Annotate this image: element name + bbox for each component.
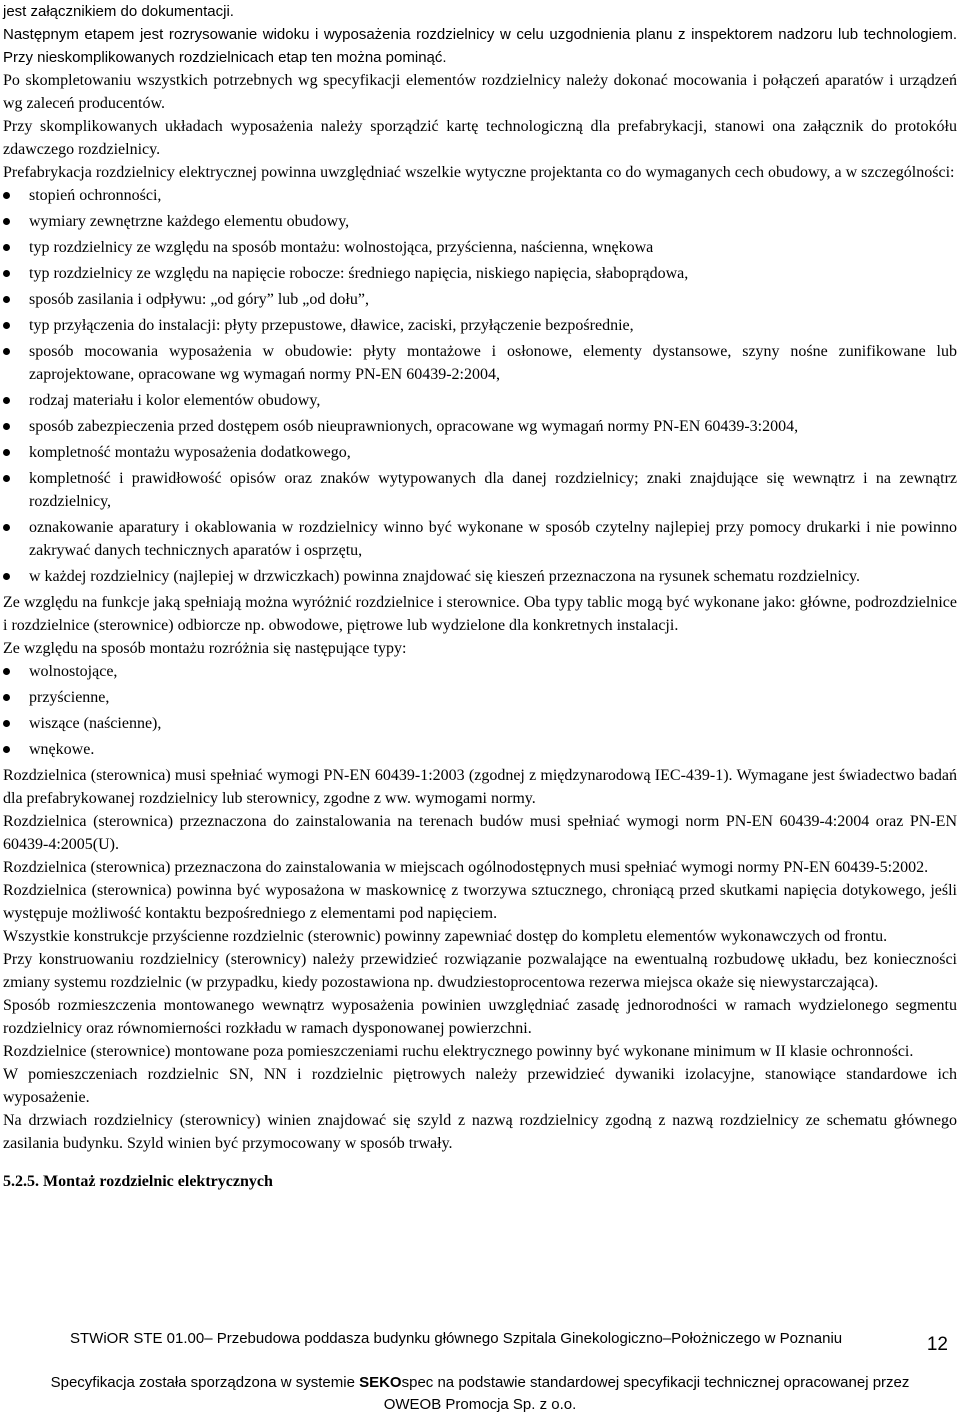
footer-note-company: OWEOB Promocja Sp. z o.o. [383, 1396, 577, 1413]
list-item: rodzaj materiału i kolor elementów obudowy, [3, 389, 957, 412]
paragraph-front-access: Wszystkie konstrukcje przyścienne rozdzielnic (sterownic) powinny zapewniać dostęp do kompletu elementów wykonawczych od frontu. [3, 928, 888, 945]
list-item: sposób mocowania wyposażenia w obudowie: płyty montażowe i osłonowe, elementy dystansowe, szyny nośne zunifikowane lub zaprojektowane, opracowane wg wymagań normy PN-EN 60439-2:2004, [3, 340, 957, 386]
footer-note-text: Specyfikacja została sporządzona w systemie [50, 1374, 360, 1391]
paragraph-technology-card: Przy skomplikowanych układach wyposażenia należy sporządzić kartę technologiczną dla prefabrykacji, stanowi ona załącznik do protokółu zdawczego rozdzielnicy. [3, 118, 957, 158]
paragraph-insulating-mats: W pomieszczeniach rozdzielnic SN, NN i rozdzielnic piętrowych należy przewidzieć dywaniki izolacyjne, stanowiące standardowe ich wyposażenie. [3, 1066, 957, 1106]
list-item: sposób zasilania i odpływu: „od góry” lub „od dołu”, [3, 288, 957, 311]
footer-brand: SEKO [359, 1374, 402, 1391]
paragraph-expansion: Przy konstruowaniu rozdzielnicy (sterownicy) należy przewidzieć rozwiązanie pozwalające na ewentualną rozbudowę układu, bez konieczności zmiany systemu rozdzielnic (w przypadku, kiedy pozostawiona np. dwudziestoprocentowa rezerwa miejsca okaże się niewystarczająca). [3, 951, 957, 991]
paragraph-norm-60439-5: Rozdzielnica (sterownica) przeznaczona do zainstalowania w miejscach ogólnodostępnych musi spełniać wymogi normy PN-EN 60439-5:2002. [3, 859, 929, 876]
footer-note [0, 1372, 960, 1416]
list-item: typ przyłączenia do instalacji: płyty przepustowe, dławice, zaciski, przyłączenie bezpośrednie, [3, 314, 957, 337]
list-item: typ rozdzielnicy ze względu na napięcie robocze: średniego napięcia, niskiego napięcia, słaboprądowa, [3, 262, 957, 285]
paragraph-attachment: jest załącznikiem do dokumentacji. [3, 3, 234, 20]
footer-doc-reference: STWiOR STE 01.00– Przebudowa poddasza budynku głównego Szpitala Ginekologiczno–Położniczego w Poznaniu [70, 1330, 843, 1347]
paragraph-prefabrication: Prefabrykacja rozdzielnicy elektrycznej powinna uwzględniać wszelkie wytyczne projektanta co do wymaganych cech obudowy, a w szczególności: [3, 164, 955, 181]
list-item: wnękowe. [3, 738, 957, 761]
paragraph-protection-class: Rozdzielnice (sterownice) montowane poza pomieszczeniami ruchu elektrycznego powinny być wykonane minimum w II klasie ochronności. [3, 1043, 914, 1060]
list-item: sposób zabezpieczenia przed dostępem osób nieuprawnionych, opracowane wg wymagań normy PN-EN 60439-3:2004, [3, 415, 957, 438]
section-heading: 5.2.5. Montaż rozdzielnic elektrycznych [3, 1173, 273, 1190]
paragraph-norm-60439-1: Rozdzielnica (sterownica) musi spełniać wymogi PN-EN 60439-1:2003 (zgodnej z międzynarodową IEC-439-1). Wymagane jest świadectwo badań dla prefabrykowanej rozdzielnicy lub sterownicy, zgodne z ww. wymogami normy. [3, 767, 957, 807]
paragraph-mounting-connections: Po skompletowaniu wszystkich potrzebnych wg specyfikacji elementów rozdzielnicy należy dokonać mocowania i połączeń aparatów i urządzeń wg zaleceń producentów. [3, 72, 957, 112]
footer-note-text: spec na podstawie standardowej specyfikacji technicznej opracowanej przez [401, 1374, 910, 1391]
paragraph-mounting-types-intro: Ze względu na sposób montażu rozróżnia się następujące typy: [3, 640, 407, 657]
paragraph-cover-plate: Rozdzielnica (sterownica) powinna być wyposażona w maskownicę z tworzywa sztucznego, chroniącą przed skutkami napięcia dotykowego, jeśli występuje możliwość kontaktu bezpośredniego z elementami pod napięciem. [3, 882, 957, 922]
paragraph-drawing-stage: Następnym etapem jest rozrysowanie widoku i wyposażenia rozdzielnicy w celu uzgodnienia planu z inspektorem nadzoru lub technologiem. Przy nieskomplikowanych rozdzielnicach etap ten można pominąć. [3, 26, 957, 66]
list-item: kompletność montażu wyposażenia dodatkowego, [3, 441, 957, 464]
document-page [3, 0, 957, 1193]
list-item: wiszące (naścienne), [3, 712, 957, 735]
paragraph-norm-60439-4: Rozdzielnica (sterownica) przeznaczona do zainstalowania na terenach budów musi spełniać wymogi norm PN-EN 60439-4:2004 oraz PN-EN 60439-4:2005(U). [3, 813, 957, 853]
list-item: wolnostojące, [3, 660, 957, 683]
list-item: przyścienne, [3, 686, 957, 709]
paragraph-equipment-layout: Sposób rozmieszczenia montowanego wewnątrz wyposażenia powinien uwzględniać zasadę jednorodności w ramach wydzielonego segmentu rozdzielnicy oraz równomierności rozkładu w ramach dysponowanej powierzchni. [3, 997, 957, 1037]
mounting-types-list [3, 660, 957, 761]
paragraph-nameplate: Na drzwiach rozdzielnicy (sterownicy) winien znajdować się szyld z nazwą rozdzielnicy zgodną z nazwą rozdzielnicy ze schematu głównego zasilania budynku. Szyld winien być przymocowany w sposób trwały. [3, 1112, 957, 1152]
paragraph-functions: Ze względu na funkcje jaką spełniają można wyróżnić rozdzielnice i sterownice. Oba typy tablic mogą być wykonane jako: główne, podrozdzielnice i rozdzielnice (sterownice) odbiorcze np. obwodowe, piętrowe lub wydzielone dla konkretnych instalacji. [3, 594, 957, 634]
page-number: 12 [926, 1334, 948, 1355]
list-item: typ rozdzielnicy ze względu na sposób montażu: wolnostojąca, przyścienna, naścienna, wnękowa [3, 236, 957, 259]
list-item: stopień ochronności, [3, 184, 957, 207]
list-item: oznakowanie aparatury i okablowania w rozdzielnicy winno być wykonane w sposób czytelny najlepiej przy pomocy drukarki i nie powinno zakrywać danych technicznych aparatów i osprzętu, [3, 516, 957, 562]
list-item: kompletność i prawidłowość opisów oraz znaków wytypowanych dla danej rozdzielnicy; znaki znajdujące się wewnątrz i na zewnątrz rozdzielnicy, [3, 467, 957, 513]
list-item: wymiary zewnętrzne każdego elementu obudowy, [3, 210, 957, 233]
requirements-list [3, 184, 957, 588]
list-item: w każdej rozdzielnicy (najlepiej w drzwiczkach) powinna znajdować się kieszeń przeznaczona na rysunek schematu rozdzielnicy. [3, 565, 957, 588]
